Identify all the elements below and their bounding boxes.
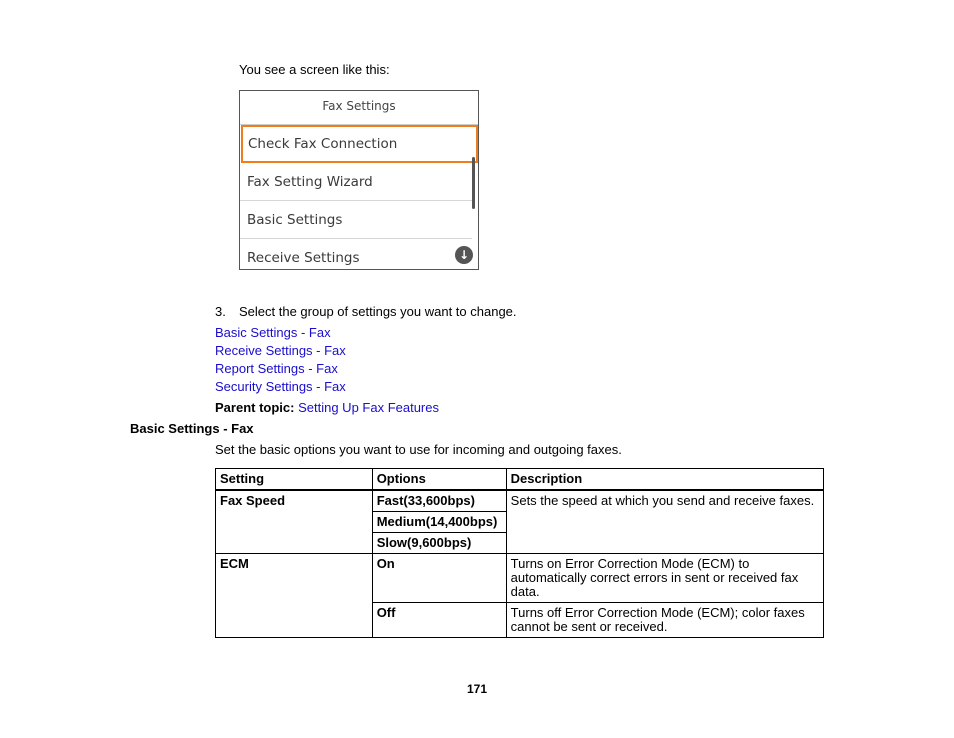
header-options: Options [372,469,506,491]
settings-table [215,468,824,638]
parent-topic-link[interactable]: Setting Up Fax Features [298,400,439,415]
header-setting: Setting [216,469,373,491]
fax-settings-screen [239,90,479,270]
parent-topic [215,400,439,415]
menu-item-receive-settings[interactable]: Receive Settings [247,250,360,266]
section-heading: Basic Settings - Fax [130,421,254,436]
option-on: On [372,554,506,603]
step-number: 3. [215,304,226,319]
scrollbar[interactable] [472,157,475,209]
link-receive-settings-fax[interactable]: Receive Settings - Fax [215,343,346,358]
option-slow: Slow(9,600bps) [372,533,506,554]
option-off: Off [372,603,506,638]
option-fast: Fast(33,600bps) [372,490,506,512]
table-row [216,554,824,603]
table-row [216,490,824,512]
arrow-down-circle-icon[interactable]: ↓ [455,246,473,264]
link-basic-settings-fax[interactable]: Basic Settings - Fax [215,325,331,340]
intro-text: You see a screen like this: [239,62,390,77]
link-report-settings-fax[interactable]: Report Settings - Fax [215,361,338,376]
desc-ecm-off: Turns off Error Correction Mode (ECM); color faxes cannot be sent or received. [506,603,823,638]
step-text: Select the group of settings you want to change. [239,304,517,319]
setting-fax-speed: Fax Speed [216,490,373,554]
parent-topic-label: Parent topic: [215,400,295,415]
link-security-settings-fax[interactable]: Security Settings - Fax [215,379,346,394]
header-description: Description [506,469,823,491]
desc-fax-speed: Sets the speed at which you send and receive faxes. [506,490,823,554]
page-number: 171 [466,682,488,696]
setting-ecm: ECM [216,554,373,638]
desc-ecm-on: Turns on Error Correction Mode (ECM) to automatically correct errors in sent or received fax data. [506,554,823,603]
table-header-row [216,469,824,491]
screen-title: Fax Settings [240,91,478,125]
menu-item-fax-setting-wizard[interactable]: Fax Setting Wizard [240,163,472,201]
option-medium: Medium(14,400bps) [372,512,506,533]
section-description: Set the basic options you want to use for incoming and outgoing faxes. [215,442,622,457]
menu-item-check-fax-connection[interactable]: Check Fax Connection [241,125,478,163]
menu-item-basic-settings[interactable]: Basic Settings [240,201,472,239]
